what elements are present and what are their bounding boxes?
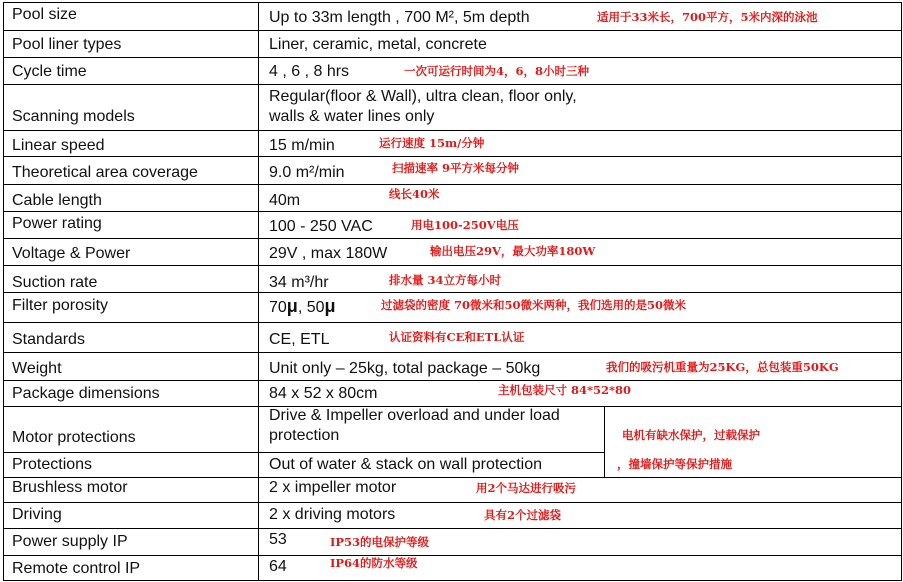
grid-hline — [3, 528, 902, 529]
label-standards: Standards — [12, 331, 85, 348]
label-scanning-models: Scanning models — [12, 108, 135, 125]
value-power-rating: 100 - 250 VAC — [269, 218, 373, 235]
grid-hline — [3, 380, 902, 381]
label-filter-porosity: Filter porosity — [12, 297, 109, 314]
porosity-unit-a: μ — [286, 296, 298, 316]
value-protections: Out of water & stack on wall protection — [269, 456, 543, 473]
porosity-unit-b: μ — [324, 296, 336, 316]
note-cable-length: 线长40米 — [389, 187, 440, 201]
label-suction-rate: Suction rate — [12, 274, 98, 291]
value-voltage-power: 29V , max 180W — [269, 245, 388, 262]
grid-hline — [3, 130, 902, 131]
label-cycle-time: Cycle time — [12, 63, 87, 80]
note-weight: 我们的吸污机重量为25KG，总包装重50KG — [606, 360, 839, 374]
value-pool-liner-types: Liner, ceramic, metal, concrete — [269, 36, 487, 53]
note-power-rating: 用电100-250V电压 — [411, 218, 519, 232]
label-cable-length: Cable length — [12, 192, 102, 209]
value-scanning-models: Regular(floor & Wall), ultra clean, floor only, walls & water lines only — [269, 88, 577, 125]
note-area-coverage: 扫描速率 9平方米每分钟 — [392, 161, 520, 175]
note-voltage-power: 输出电压29V，最大功率180W — [430, 244, 596, 258]
value-brushless-motor: 2 x impeller motor — [269, 479, 397, 496]
label-remote-control-ip: Remote control IP — [12, 560, 141, 577]
grid-hline — [604, 477, 902, 478]
note-protections-line1: 电机有缺水保护，过载保护 — [622, 428, 760, 442]
value-cycle-time: 4 , 6 , 8 hrs — [269, 63, 350, 80]
label-pool-liner-types: Pool liner types — [12, 36, 122, 53]
label-motor-protections: Motor protections — [12, 429, 136, 446]
note-standards: 认证资料有CE和ETL认证 — [389, 330, 525, 344]
note-cycle-time: 一次可运行时间为4，6，8小时三种 — [404, 64, 590, 78]
value-cable-length: 40m — [269, 192, 301, 209]
grid-hline — [3, 2, 902, 3]
label-weight: Weight — [12, 360, 62, 377]
label-driving: Driving — [12, 506, 62, 523]
label-package-dimensions: Package dimensions — [12, 385, 160, 402]
note-brushless-motor: 用2个马达进行吸污 — [476, 481, 577, 495]
value-linear-speed: 15 m/min — [269, 137, 335, 154]
label-protections: Protections — [12, 456, 93, 473]
note-protections-line2: ，撞墙保护等保护措施 — [617, 457, 732, 471]
value-motor-protections: Drive & Impeller overload and under load protection — [269, 407, 560, 444]
grid-vline — [3, 2, 4, 581]
note-suction-rate: 排水量 34立方每小时 — [389, 273, 502, 287]
grid-hline — [3, 322, 902, 323]
grid-hline — [3, 57, 902, 58]
note-package-dimensions: 主机包装尺寸 84*52*80 — [498, 383, 632, 397]
note-driving: 具有2个过滤袋 — [484, 508, 562, 522]
note-remote-control-ip: IP64的防水等级 — [330, 556, 418, 570]
label-linear-speed: Linear speed — [12, 137, 105, 154]
note-filter-porosity: 过滤袋的密度 70微米和50微米两种，我们选用的是50微米 — [381, 298, 687, 312]
note-power-supply-ip: IP53的电保护等级 — [330, 535, 430, 549]
porosity-value-a: 70 — [269, 299, 287, 316]
grid-hline — [3, 265, 902, 266]
grid-hline — [3, 352, 902, 353]
grid-vline — [258, 2, 259, 581]
grid-hline — [3, 580, 902, 581]
grid-hline — [3, 238, 902, 239]
grid-hline — [3, 184, 902, 185]
porosity-value-b: , 50 — [297, 299, 325, 316]
value-suction-rate: 34 m³/hr — [269, 274, 329, 291]
value-standards: CE, ETL — [269, 331, 330, 348]
grid-hline — [3, 502, 902, 503]
grid-hline — [3, 211, 902, 212]
value-remote-control-ip: 64 — [269, 558, 287, 575]
grid-hline — [3, 555, 902, 556]
grid-hline — [3, 84, 902, 85]
grid-hline — [3, 452, 605, 453]
value-pool-size: Up to 33m length , 700 M², 5m depth — [269, 9, 530, 26]
label-power-rating: Power rating — [12, 215, 102, 232]
label-pool-size: Pool size — [12, 6, 77, 23]
value-package-dimensions: 84 x 52 x 80cm — [269, 385, 378, 402]
label-power-supply-ip: Power supply IP — [12, 533, 128, 550]
note-linear-speed: 运行速度 15m/分钟 — [379, 136, 485, 150]
value-power-supply-ip: 53 — [269, 531, 287, 548]
value-weight: Unit only – 25kg, total package – 50kg — [269, 360, 541, 377]
value-area-coverage: 9.0 m²/min — [269, 164, 345, 181]
label-voltage-power: Voltage & Power — [12, 245, 131, 262]
grid-vline — [901, 2, 902, 581]
label-area-coverage: Theoretical area coverage — [12, 164, 198, 181]
grid-hline — [3, 156, 902, 157]
grid-hline — [3, 30, 902, 31]
label-brushless-motor: Brushless motor — [12, 479, 128, 496]
value-driving: 2 x driving motors — [269, 506, 396, 523]
note-pool-size: 适用于33米长，700平方，5米内深的泳池 — [597, 10, 818, 24]
